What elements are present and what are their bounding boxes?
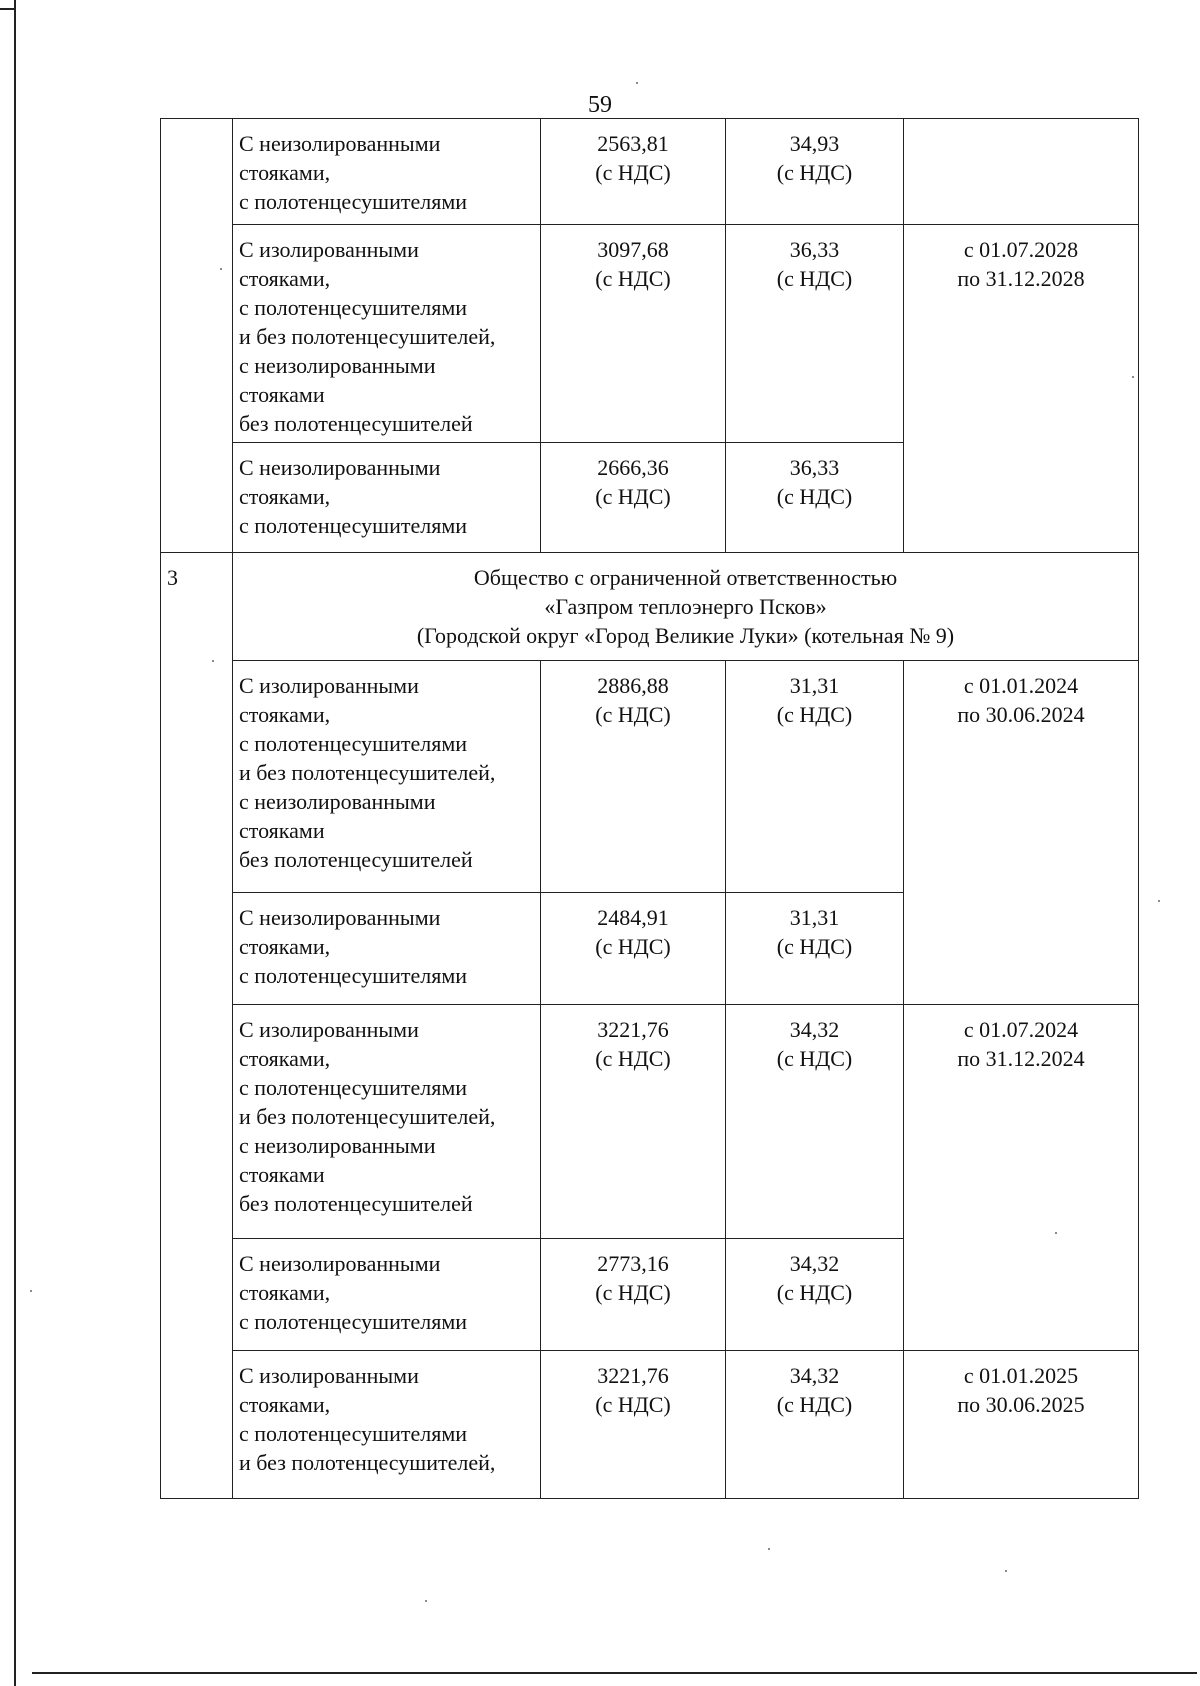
- tariff-value: 2666,36: [597, 455, 669, 480]
- description-line: стояками: [239, 818, 325, 843]
- period-cell: [904, 225, 1139, 553]
- organization-cell: [233, 553, 1139, 661]
- description-cell: [233, 1351, 541, 1499]
- tariff-value: 2773,16: [597, 1251, 669, 1276]
- vat-note: (с НДС): [595, 1392, 671, 1417]
- description-line: С неизолированными: [239, 455, 441, 480]
- rate-value: 34,32: [789, 1017, 840, 1042]
- tariff-value: 3221,76: [597, 1017, 669, 1042]
- vat-note: (с НДС): [776, 934, 853, 959]
- period-start: с 01.01.2025: [963, 1363, 1079, 1388]
- description-line: без полотенцесушителей: [239, 1191, 473, 1216]
- tariff-value: 2886,88: [597, 673, 669, 698]
- vat-note: (с НДС): [595, 934, 671, 959]
- rate-value: 36,33: [789, 237, 840, 262]
- rate-value-cell: [726, 1351, 904, 1499]
- period-end: по 30.06.2025: [957, 1392, 1085, 1417]
- description-line: с неизолированными: [239, 789, 436, 814]
- organization-type: Общество с ограниченной ответственностью: [473, 565, 898, 590]
- table-row: [161, 225, 1139, 443]
- tariff-value-cell: [541, 1239, 726, 1351]
- scan-speck: [30, 1290, 32, 1292]
- rate-value-cell: [726, 1005, 904, 1239]
- scan-speck: [636, 82, 638, 84]
- period-end: по 31.12.2028: [957, 266, 1085, 291]
- rate-value: 31,31: [789, 673, 840, 698]
- row-number-cell: [161, 553, 233, 1499]
- tariff-value: 2563,81: [597, 131, 669, 156]
- description-line: с полотенцесушителями: [239, 1075, 468, 1100]
- description-cell: [233, 1239, 541, 1351]
- tariff-value-cell: [541, 1351, 726, 1499]
- description-cell: [233, 225, 541, 443]
- tariff-value-cell: [541, 893, 726, 1005]
- description-line: с неизолированными: [239, 1133, 436, 1158]
- table-row: [161, 661, 1139, 893]
- scan-frame-corner: [0, 0, 14, 10]
- scan-frame-bottom: [32, 1672, 1197, 1674]
- description-line: и без полотенцесушителей,: [239, 1104, 496, 1129]
- description-cell: [233, 893, 541, 1005]
- description-line: с полотенцесушителями: [239, 513, 468, 538]
- description-line: стояками: [239, 1162, 325, 1187]
- table-row: [161, 1351, 1139, 1499]
- rate-value-cell: [726, 661, 904, 893]
- rate-value: 36,33: [789, 455, 840, 480]
- row-number: 3: [167, 565, 178, 590]
- tariff-value: 2484,91: [597, 905, 669, 930]
- rate-value: 34,93: [789, 131, 840, 156]
- description-line: С изолированными: [239, 1363, 419, 1388]
- description-cell: [233, 443, 541, 553]
- period-cell: [904, 661, 1139, 1005]
- vat-note: (с НДС): [776, 160, 853, 185]
- description-line: стояками,: [239, 266, 331, 291]
- rate-value-cell: [726, 225, 904, 443]
- table-row: [161, 119, 1139, 225]
- description-line: стояками,: [239, 1280, 331, 1305]
- vat-note: (с НДС): [595, 1280, 671, 1305]
- period-start: с 01.07.2028: [963, 237, 1079, 262]
- table-row: [161, 1005, 1139, 1239]
- scan-speck: [425, 1600, 427, 1602]
- tariff-value-cell: [541, 225, 726, 443]
- rate-value: 31,31: [789, 905, 840, 930]
- scan-speck: [220, 268, 222, 270]
- description-line: с полотенцесушителями: [239, 963, 468, 988]
- vat-note: (с НДС): [595, 702, 671, 727]
- scan-speck: [1055, 1232, 1057, 1234]
- period-cell: [904, 119, 1139, 225]
- description-line: С неизолированными: [239, 1251, 441, 1276]
- description-line: С неизолированными: [239, 131, 441, 156]
- description-line: стояками,: [239, 1392, 331, 1417]
- description-line: без полотенцесушителей: [239, 847, 473, 872]
- period-start: с 01.01.2024: [963, 673, 1079, 698]
- vat-note: (с НДС): [595, 1046, 671, 1071]
- vat-note: (с НДС): [595, 160, 671, 185]
- description-line: стояками,: [239, 702, 331, 727]
- description-line: с полотенцесушителями: [239, 295, 468, 320]
- rate-value-cell: [726, 893, 904, 1005]
- description-line: С изолированными: [239, 1017, 419, 1042]
- scan-frame-left: [14, 0, 36, 1686]
- vat-note: (с НДС): [776, 1392, 853, 1417]
- description-line: С изолированными: [239, 673, 419, 698]
- description-line: стояками,: [239, 934, 331, 959]
- description-cell: [233, 661, 541, 893]
- period-end: по 30.06.2024: [957, 702, 1085, 727]
- scan-speck: [1132, 376, 1134, 378]
- vat-note: (с НДС): [776, 266, 853, 291]
- org-header-row: [161, 553, 1139, 661]
- rate-value-cell: [726, 1239, 904, 1351]
- description-line: стояками: [239, 382, 325, 407]
- rate-value-cell: [726, 119, 904, 225]
- tariff-value-cell: [541, 119, 726, 225]
- description-line: с полотенцесушителями: [239, 731, 468, 756]
- description-line: с полотенцесушителями: [239, 189, 468, 214]
- vat-note: (с НДС): [776, 1046, 853, 1071]
- description-line: с неизолированными: [239, 353, 436, 378]
- description-line: стояками,: [239, 1046, 331, 1071]
- vat-note: (с НДС): [776, 1280, 853, 1305]
- tariff-value: 3221,76: [597, 1363, 669, 1388]
- scan-speck: [212, 660, 214, 662]
- organization-location: (Городской округ «Город Великие Луки» (котельная № 9): [416, 623, 955, 648]
- description-line: с полотенцесушителями: [239, 1309, 468, 1334]
- organization-name: «Газпром теплоэнерго Псков»: [544, 594, 827, 619]
- rate-value-cell: [726, 443, 904, 553]
- description-line: без полотенцесушителей: [239, 411, 473, 436]
- tariff-value-cell: [541, 1005, 726, 1239]
- description-cell: [233, 119, 541, 225]
- period-cell: [904, 1005, 1139, 1351]
- description-cell: [233, 1005, 541, 1239]
- scan-speck: [768, 1548, 770, 1550]
- vat-note: (с НДС): [776, 484, 853, 509]
- row-number-cell: [161, 119, 233, 553]
- scan-speck: [1005, 1570, 1007, 1572]
- tariff-value: 3097,68: [597, 237, 669, 262]
- scan-speck: [1158, 900, 1160, 902]
- vat-note: (с НДС): [595, 484, 671, 509]
- description-line: стояками,: [239, 160, 331, 185]
- vat-note: (с НДС): [595, 266, 671, 291]
- description-line: и без полотенцесушителей,: [239, 1450, 496, 1475]
- period-end: по 31.12.2024: [957, 1046, 1085, 1071]
- tariff-table: [160, 118, 1139, 1499]
- description-line: с полотенцесушителями: [239, 1421, 468, 1446]
- description-line: С неизолированными: [239, 905, 441, 930]
- rate-value: 34,32: [789, 1251, 840, 1276]
- description-line: и без полотенцесушителей,: [239, 760, 496, 785]
- rate-value: 34,32: [789, 1363, 840, 1388]
- vat-note: (с НДС): [776, 702, 853, 727]
- description-line: стояками,: [239, 484, 331, 509]
- period-start: с 01.07.2024: [963, 1017, 1079, 1042]
- period-cell: [904, 1351, 1139, 1499]
- description-line: С изолированными: [239, 237, 419, 262]
- description-line: и без полотенцесушителей,: [239, 324, 496, 349]
- page-number: 59: [588, 92, 612, 118]
- tariff-value-cell: [541, 661, 726, 893]
- tariff-value-cell: [541, 443, 726, 553]
